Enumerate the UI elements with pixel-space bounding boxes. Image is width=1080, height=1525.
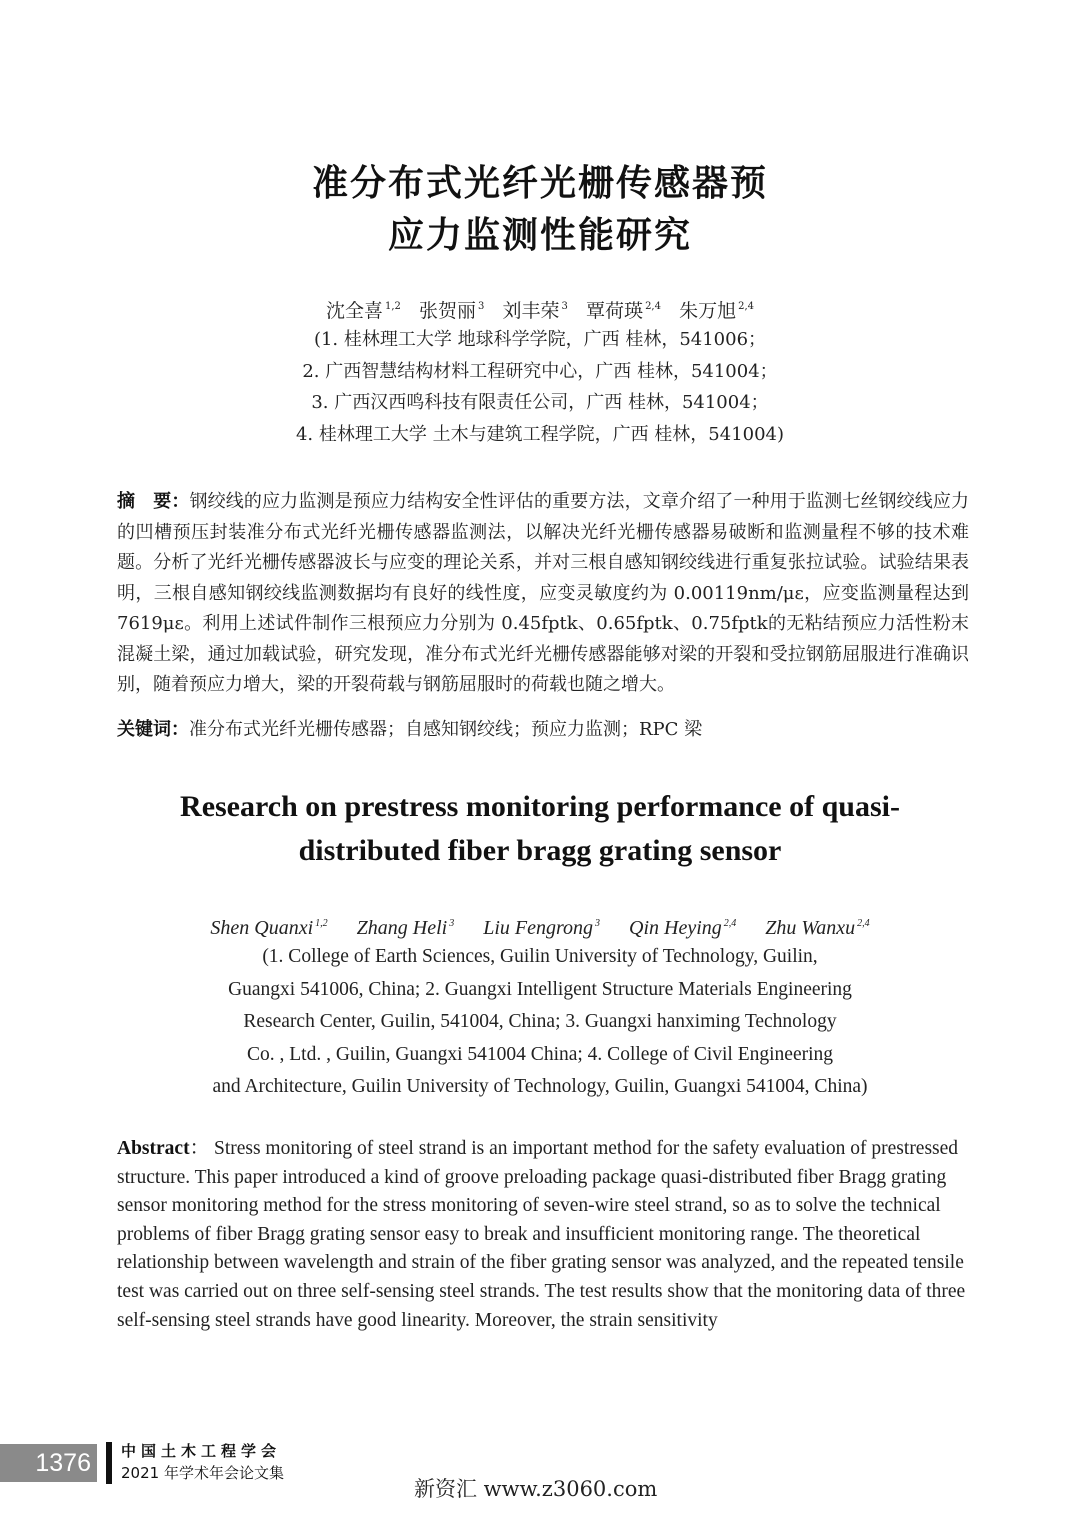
chinese-title-line-1: 准分布式光纤光栅传感器预 bbox=[311, 163, 768, 204]
author-en: Zhu Wanxu $^{2,4}$ bbox=[765, 917, 870, 939]
chinese-title-line-2: 应力监测性能研究 bbox=[387, 215, 692, 256]
english-abstract-label: Abstract bbox=[117, 1138, 190, 1159]
affiliation-line: and Architecture, Guilin University of Technology, Guilin, Guangxi 541004, China) bbox=[212, 1076, 868, 1097]
english-title bbox=[0, 785, 1080, 873]
english-title-line-2: distributed fiber bragg grating sensor bbox=[298, 834, 782, 867]
chinese-abstract bbox=[117, 487, 969, 701]
chinese-keywords-text: 准分布式光纤光栅传感器；自感知钢绞线；预应力监测；RPC 梁 bbox=[189, 719, 703, 740]
chinese-affiliations bbox=[0, 324, 1080, 450]
author-cn: 朱万旭 $^{2,4}$ bbox=[679, 300, 755, 322]
english-affiliations bbox=[0, 941, 1080, 1104]
watermark: 新资汇 www.z3060.com bbox=[414, 1477, 658, 1501]
english-abstract-colon: ： bbox=[189, 1138, 214, 1159]
affiliation-line: Research Center, Guilin, 541004, China; 3. Guangxi hanximing Technology bbox=[243, 1011, 837, 1032]
author-cn: 张贺丽 $^3$ bbox=[419, 300, 485, 322]
page-number: 1376 bbox=[0, 1444, 97, 1482]
author-en: Shen Quanxi $^{1,2}$ bbox=[210, 917, 328, 939]
author-cn: 覃荷瑛 $^{2,4}$ bbox=[586, 300, 661, 322]
affiliation-line: (1. 桂林理工大学 地球科学学院，广西 桂林，541006； bbox=[313, 329, 767, 350]
affiliation-line: Co. , Ltd. , Guilin, Guangxi 541004 China; 4. College of Civil Engineering bbox=[246, 1043, 834, 1065]
footer-divider bbox=[106, 1442, 112, 1484]
footer-collection: 2021 年学术年会论文集 bbox=[121, 1464, 284, 1482]
author-en: Zhang Heli $^3$ bbox=[356, 917, 455, 939]
affiliation-line: 2. 广西智慧结构材料工程研究中心，广西 桂林，541004； bbox=[302, 360, 778, 382]
chinese-keywords bbox=[117, 715, 969, 745]
chinese-abstract-text: 钢绞线的应力监测是预应力结构安全性评估的重要方法，文章介绍了一种用于监测七丝钢绞线应力的凹槽预压封装准分布式光纤光栅传感器监测法，以解决光纤光栅传感器易破断和监测量程不够的技术难题。分析了光纤光栅传感器波长与应变的理论关系，并对三根自感知钢绞线进行重复张拉试验。试验结果表明，三根自感知钢绞线监测数据均有良好的线性度，应变灵敏度约为 0.00119nm/με，应变监测量程达到 7619με。利用上述试件制作三根预应力分别为 0.45fptk、0.65fptk、0.75fptk的无粘结预应力活性粉末混凝土梁，通过加载试验，研究发现，准分布式光纤光栅传感器能够对梁的开裂和受拉钢筋屈服进行准确识别，随着预应力增大，梁的开裂荷载与钢筋屈服时的荷载也随之增大。 bbox=[117, 491, 970, 695]
author-cn: 刘丰荣 $^3$ bbox=[502, 300, 568, 322]
footer-organization: 中国土木工程学会 bbox=[121, 1442, 282, 1460]
english-abstract-text: Stress monitoring of steel strand is an important method for the safety evaluation of prestressed structure. This paper introduced a kind of groove preloading package quasi-distributed fiber Bragg grating sensor monitoring method for the stress monitoring of seven-wire steel strand, so as to solve the technical problems of fiber Bragg grating sensor easy to break and insufficient monitoring range. The theoretical relationship between wavelength and strain of the fiber grating sensor was analyzed, and the repeated tensile test was carried out on three self-sensing steel strands. The test results show that the monitoring data of three self-sensing steel strands have good linearity. Moreover, the strain sensitivity bbox=[117, 1138, 966, 1331]
affiliation-line: 3. 广西汉西鸣科技有限责任公司，广西 桂林，541004； bbox=[311, 392, 769, 413]
chinese-abstract-label: 摘 要： bbox=[117, 491, 190, 512]
chinese-authors bbox=[0, 292, 1080, 326]
affiliation-line: 4. 桂林理工大学 土木与建筑工程学院，广西 桂林，541004) bbox=[295, 423, 785, 445]
affiliation-line: (1. College of Earth Sciences, Guilin University of Technology, Guilin, bbox=[262, 946, 818, 967]
chinese-title bbox=[0, 158, 1080, 262]
author-cn: 沈全喜 $^{1,2}$ bbox=[325, 300, 401, 322]
page-footer bbox=[0, 1440, 1080, 1525]
author-en: Liu Fengrong $^3$ bbox=[483, 917, 601, 939]
chinese-keywords-label: 关键词： bbox=[117, 719, 189, 740]
english-title-line-1: Research on prestress monitoring performance of quasi- bbox=[180, 790, 900, 823]
english-authors bbox=[0, 909, 1080, 943]
affiliation-line: Guangxi 541006, China; 2. Guangxi Intelligent Structure Materials Engineering bbox=[228, 978, 852, 1000]
english-abstract bbox=[117, 1135, 969, 1335]
author-en: Qin Heying $^{2,4}$ bbox=[629, 917, 737, 939]
